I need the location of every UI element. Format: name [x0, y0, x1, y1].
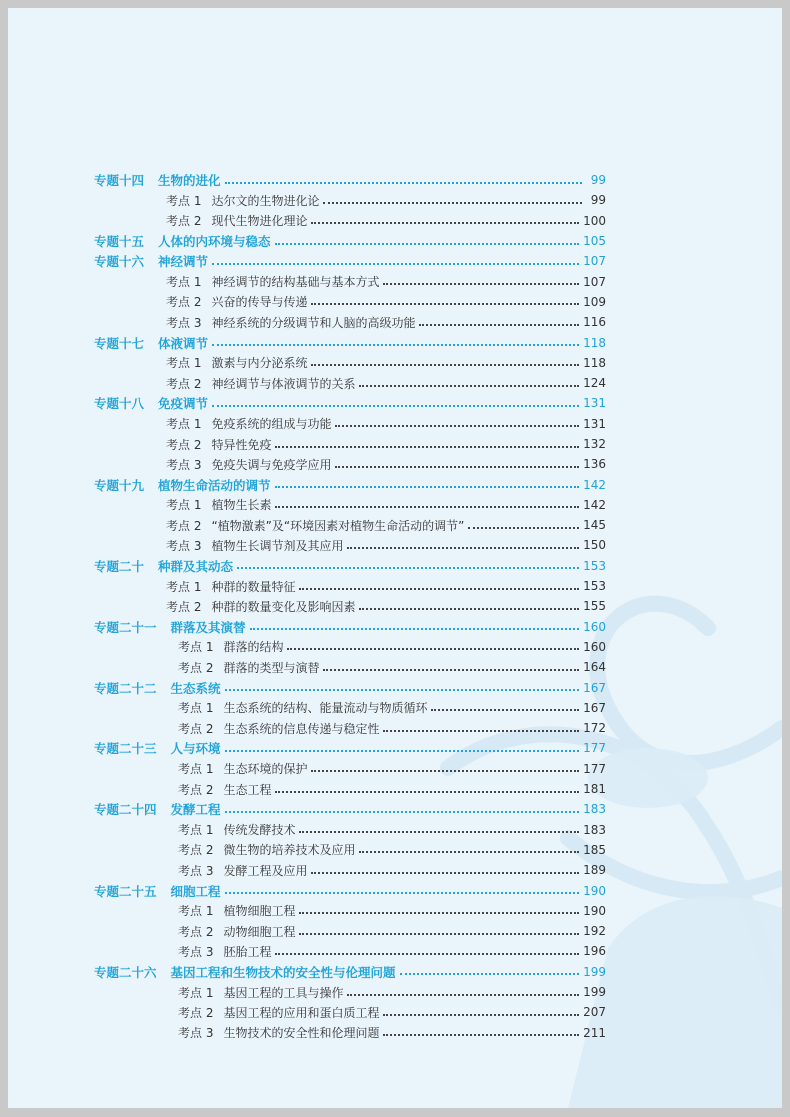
- toc-page-number: 167: [583, 680, 606, 695]
- toc-topic-row[interactable]: [94, 962, 606, 982]
- toc-leader-dots: [347, 546, 579, 549]
- toc-label: 专题二十二: [94, 680, 157, 696]
- toc-title: 现代生物进化理论: [211, 214, 308, 229]
- toc-point-row[interactable]: [94, 1022, 606, 1042]
- toc-title: 达尔文的生物进化论: [211, 193, 320, 208]
- toc-topic-row[interactable]: [94, 556, 606, 576]
- toc-title: 植物细胞工程: [223, 904, 296, 919]
- toc-leader-dots: [311, 871, 579, 874]
- toc-leader-dots: [323, 668, 579, 671]
- toc-point-row[interactable]: [94, 1002, 606, 1022]
- toc-page-number: 118: [583, 335, 606, 350]
- toc-title: 植物生命活动的调节: [158, 477, 271, 493]
- toc-title: 免疫失调与免疫学应用: [211, 457, 332, 472]
- toc-title: 基因工程的工具与操作: [223, 985, 344, 1000]
- toc-leader-dots: [275, 445, 579, 448]
- toc-label: 考点 2: [166, 599, 202, 614]
- toc-title: 神经调节: [158, 254, 209, 270]
- toc-label: 考点 2: [178, 924, 214, 939]
- toc-label: 专题十九: [94, 477, 145, 493]
- toc-point-row[interactable]: [94, 698, 606, 718]
- toc-title: 群落的类型与演替: [223, 660, 320, 675]
- toc-leader-dots: [359, 384, 579, 387]
- toc-title: 发酵工程: [170, 802, 221, 818]
- toc-label: 考点 2: [166, 214, 202, 229]
- toc-leader-dots: [383, 1013, 579, 1016]
- toc-title: 微生物的培养技术及应用: [223, 843, 356, 858]
- toc-title: 传统发酵技术: [223, 823, 296, 838]
- toc-page-number: 145: [583, 518, 606, 533]
- toc-page-number: 199: [583, 985, 606, 1000]
- toc-page-number: 189: [583, 863, 606, 878]
- toc-page-number: 131: [583, 416, 606, 431]
- toc-leader-dots: [383, 729, 579, 732]
- toc-title: 基因工程和生物技术的安全性与伦理问题: [170, 964, 396, 980]
- toc-title: 细胞工程: [170, 883, 221, 899]
- toc-page-number: 150: [583, 538, 606, 553]
- toc-leader-dots: [359, 607, 579, 610]
- toc-label: 考点 1: [166, 193, 202, 208]
- toc-page-number: 211: [583, 1025, 606, 1040]
- toc-leader-dots: [383, 1033, 579, 1036]
- toc-topic-row[interactable]: [94, 332, 606, 352]
- toc-title: 种群的数量特征: [211, 579, 296, 594]
- toc-label: 考点 1: [178, 904, 214, 919]
- toc-leader-dots: [275, 242, 580, 245]
- toc-page-number: 183: [583, 802, 606, 817]
- toc-point-row[interactable]: [94, 190, 606, 210]
- toc-point-row[interactable]: [94, 921, 606, 941]
- toc-topic-row[interactable]: [94, 617, 606, 637]
- toc-leader-dots: [400, 972, 580, 975]
- toc-leader-dots: [237, 566, 579, 569]
- toc-topic-row[interactable]: [94, 474, 606, 494]
- toc-title: 神经调节的结构基础与基本方式: [211, 275, 380, 290]
- toc-page-number: 192: [583, 924, 606, 939]
- toc-title: “植物激素”及“环境因素对植物生命活动的调节”: [211, 518, 465, 533]
- toc-label: 专题十六: [94, 254, 145, 270]
- toc-leader-dots: [347, 993, 579, 996]
- toc-point-row[interactable]: [94, 820, 606, 840]
- toc-leader-dots: [335, 465, 579, 468]
- toc-title: 神经调节与体液调节的关系: [211, 376, 356, 391]
- toc-title: 免疫系统的组成与功能: [211, 417, 332, 432]
- toc-page-number: 136: [583, 457, 606, 472]
- toc-title: 激素与内分泌系统: [211, 356, 308, 371]
- toc-label: 考点 1: [178, 640, 214, 655]
- toc-topic-row[interactable]: [94, 738, 606, 758]
- toc-point-row[interactable]: [94, 312, 606, 332]
- toc-title: 人体的内环境与稳态: [158, 234, 271, 250]
- toc-leader-dots: [225, 891, 580, 894]
- toc-page-number: 199: [583, 964, 606, 979]
- toc-leader-dots: [335, 424, 579, 427]
- toc-point-row[interactable]: [94, 211, 606, 231]
- toc-point-row[interactable]: [94, 860, 606, 880]
- toc-point-row[interactable]: [94, 515, 606, 535]
- toc-leader-dots: [311, 769, 579, 772]
- toc-label: 专题二十六: [94, 964, 157, 980]
- toc-page-number: 164: [583, 660, 606, 675]
- toc-leader-dots: [299, 830, 579, 833]
- toc-topic-row[interactable]: [94, 880, 606, 900]
- toc-label: 考点 2: [178, 1005, 214, 1020]
- toc-point-row[interactable]: [94, 373, 606, 393]
- toc-page-number: 132: [583, 437, 606, 451]
- toc-topic-row[interactable]: [94, 231, 606, 251]
- toc-label: 考点 1: [166, 356, 202, 371]
- toc-title: 生物技术的安全性和伦理问题: [223, 1026, 380, 1041]
- table-of-contents: [94, 170, 606, 1043]
- toc-label: 考点 3: [178, 944, 214, 959]
- toc-page-number: 183: [583, 822, 606, 837]
- toc-page-number: 190: [583, 883, 606, 898]
- toc-page-number: 185: [583, 842, 606, 857]
- toc-title: 体液调节: [158, 335, 209, 351]
- toc-label: 考点 2: [166, 295, 202, 310]
- toc-label: 专题二十五: [94, 883, 157, 899]
- toc-label: 考点 2: [166, 376, 202, 391]
- toc-title: 生态系统的结构、能量流动与物质循环: [223, 701, 428, 716]
- toc-label: 考点 2: [178, 782, 214, 797]
- toc-point-row[interactable]: [94, 353, 606, 373]
- toc-point-row[interactable]: [94, 982, 606, 1002]
- toc-page-number: 107: [583, 274, 606, 289]
- toc-page-number: 105: [583, 234, 606, 249]
- toc-leader-dots: [323, 201, 582, 204]
- toc-leader-dots: [212, 343, 579, 346]
- toc-leader-dots: [419, 323, 579, 326]
- toc-leader-dots: [275, 505, 579, 508]
- toc-leader-dots: [212, 262, 579, 265]
- toc-title: 种群的数量变化及影响因素: [211, 599, 356, 614]
- page: [8, 8, 782, 1108]
- toc-title: 人与环境: [170, 741, 221, 757]
- toc-point-row[interactable]: [94, 637, 606, 657]
- toc-leader-dots: [275, 952, 579, 955]
- toc-leader-dots: [275, 485, 580, 488]
- toc-title: 兴奋的传导与传递: [211, 295, 308, 310]
- toc-page-number: 124: [583, 376, 606, 391]
- toc-label: 专题十四: [94, 173, 145, 189]
- toc-page-number: 142: [583, 497, 606, 512]
- toc-label: 考点 3: [166, 538, 202, 553]
- toc-leader-dots: [359, 850, 579, 853]
- toc-page-number: 167: [583, 700, 606, 715]
- toc-label: 专题二十三: [94, 741, 157, 757]
- toc-leader-dots: [225, 181, 582, 184]
- toc-page-number: 153: [583, 579, 606, 594]
- toc-page-number: 99: [590, 193, 606, 208]
- toc-label: 考点 3: [178, 863, 214, 878]
- toc-label: 考点 3: [166, 315, 202, 330]
- toc-topic-row[interactable]: [94, 799, 606, 819]
- toc-leader-dots: [212, 404, 579, 407]
- toc-leader-dots: [311, 221, 579, 224]
- toc-page-number: 181: [583, 782, 606, 797]
- toc-label: 考点 2: [178, 660, 214, 675]
- toc-label: 考点 1: [166, 498, 202, 513]
- toc-page-number: 153: [583, 558, 606, 573]
- toc-page-number: 172: [583, 721, 606, 736]
- toc-topic-row[interactable]: [94, 251, 606, 271]
- toc-label: 考点 3: [178, 1026, 214, 1041]
- toc-leader-dots: [275, 790, 579, 793]
- toc-page-number: 177: [583, 741, 606, 756]
- toc-leader-dots: [250, 627, 580, 630]
- toc-leader-dots: [299, 911, 579, 914]
- toc-label: 考点 2: [166, 437, 202, 452]
- toc-point-row[interactable]: [94, 434, 606, 454]
- toc-point-row[interactable]: [94, 657, 606, 677]
- toc-title: 特异性免疫: [211, 437, 272, 452]
- toc-leader-dots: [431, 708, 579, 711]
- toc-page-number: 100: [583, 213, 606, 228]
- toc-page-number: 116: [583, 315, 606, 330]
- toc-label: 考点 3: [166, 457, 202, 472]
- toc-point-row[interactable]: [94, 779, 606, 799]
- toc-point-row[interactable]: [94, 941, 606, 961]
- toc-leader-dots: [299, 587, 579, 590]
- toc-page-number: 160: [583, 639, 606, 654]
- toc-topic-row[interactable]: [94, 170, 606, 190]
- toc-label: 专题二十一: [94, 619, 157, 635]
- toc-page-number: 142: [583, 477, 606, 492]
- toc-page-number: 207: [583, 1005, 606, 1020]
- toc-page-number: 131: [583, 396, 606, 411]
- toc-title: 胚胎工程: [223, 944, 272, 959]
- toc-point-row[interactable]: [94, 596, 606, 616]
- toc-title: 种群及其动态: [158, 558, 234, 574]
- toc-page-number: 107: [583, 254, 606, 269]
- toc-point-row[interactable]: [94, 718, 606, 738]
- toc-title: 群落及其演替: [170, 619, 246, 635]
- toc-point-row[interactable]: [94, 901, 606, 921]
- toc-label: 考点 1: [178, 701, 214, 716]
- toc-point-row[interactable]: [94, 271, 606, 291]
- toc-label: 专题二十: [94, 558, 145, 574]
- toc-title: 生态工程: [223, 782, 272, 797]
- toc-label: 考点 1: [166, 417, 202, 432]
- toc-label: 专题十八: [94, 396, 145, 412]
- toc-title: 神经系统的分级调节和人脑的高级功能: [211, 315, 416, 330]
- toc-title: 动物细胞工程: [223, 924, 296, 939]
- toc-label: 专题十五: [94, 234, 145, 250]
- toc-topic-row[interactable]: [94, 393, 606, 413]
- toc-page-number: 99: [590, 173, 606, 188]
- toc-title: 生态系统的信息传递与稳定性: [223, 721, 380, 736]
- toc-leader-dots: [299, 932, 579, 935]
- toc-leader-dots: [225, 688, 580, 691]
- toc-label: 考点 2: [178, 843, 214, 858]
- toc-point-row[interactable]: [94, 495, 606, 515]
- toc-leader-dots: [287, 647, 579, 650]
- toc-page-number: 196: [583, 944, 606, 959]
- toc-point-row[interactable]: [94, 535, 606, 555]
- toc-title: 群落的结构: [223, 640, 284, 655]
- toc-page-number: 155: [583, 599, 606, 614]
- toc-point-row[interactable]: [94, 454, 606, 474]
- toc-title: 免疫调节: [158, 396, 209, 412]
- toc-point-row[interactable]: [94, 414, 606, 434]
- toc-leader-dots: [311, 302, 579, 305]
- toc-title: 植物生长素: [211, 498, 272, 513]
- toc-title: 生态环境的保护: [223, 762, 308, 777]
- toc-label: 考点 1: [166, 275, 202, 290]
- toc-point-row[interactable]: [94, 292, 606, 312]
- toc-leader-dots: [383, 282, 579, 285]
- toc-page-number: 118: [583, 355, 606, 370]
- toc-point-row[interactable]: [94, 840, 606, 860]
- toc-leader-dots: [225, 810, 580, 813]
- toc-topic-row[interactable]: [94, 677, 606, 697]
- toc-page-number: 190: [583, 903, 606, 918]
- toc-point-row[interactable]: [94, 576, 606, 596]
- toc-leader-dots: [468, 526, 579, 529]
- toc-title: 生物的进化: [158, 173, 221, 189]
- toc-label: 考点 1: [178, 762, 214, 777]
- toc-label: 专题十七: [94, 335, 145, 351]
- toc-label: 考点 2: [166, 518, 202, 533]
- toc-label: 考点 2: [178, 721, 214, 736]
- toc-title: 基因工程的应用和蛋白质工程: [223, 1005, 380, 1020]
- toc-title: 发酵工程及应用: [223, 863, 308, 878]
- toc-label: 专题二十四: [94, 802, 157, 818]
- toc-page-number: 160: [583, 619, 606, 634]
- toc-label: 考点 1: [166, 579, 202, 594]
- toc-label: 考点 1: [178, 823, 214, 838]
- toc-point-row[interactable]: [94, 759, 606, 779]
- toc-title: 生态系统: [170, 680, 221, 696]
- toc-page-number: 109: [583, 294, 606, 309]
- toc-label: 考点 1: [178, 985, 214, 1000]
- toc-title: 植物生长调节剂及其应用: [211, 538, 344, 553]
- toc-leader-dots: [225, 749, 580, 752]
- toc-page-number: 177: [583, 761, 606, 776]
- toc-leader-dots: [311, 363, 579, 366]
